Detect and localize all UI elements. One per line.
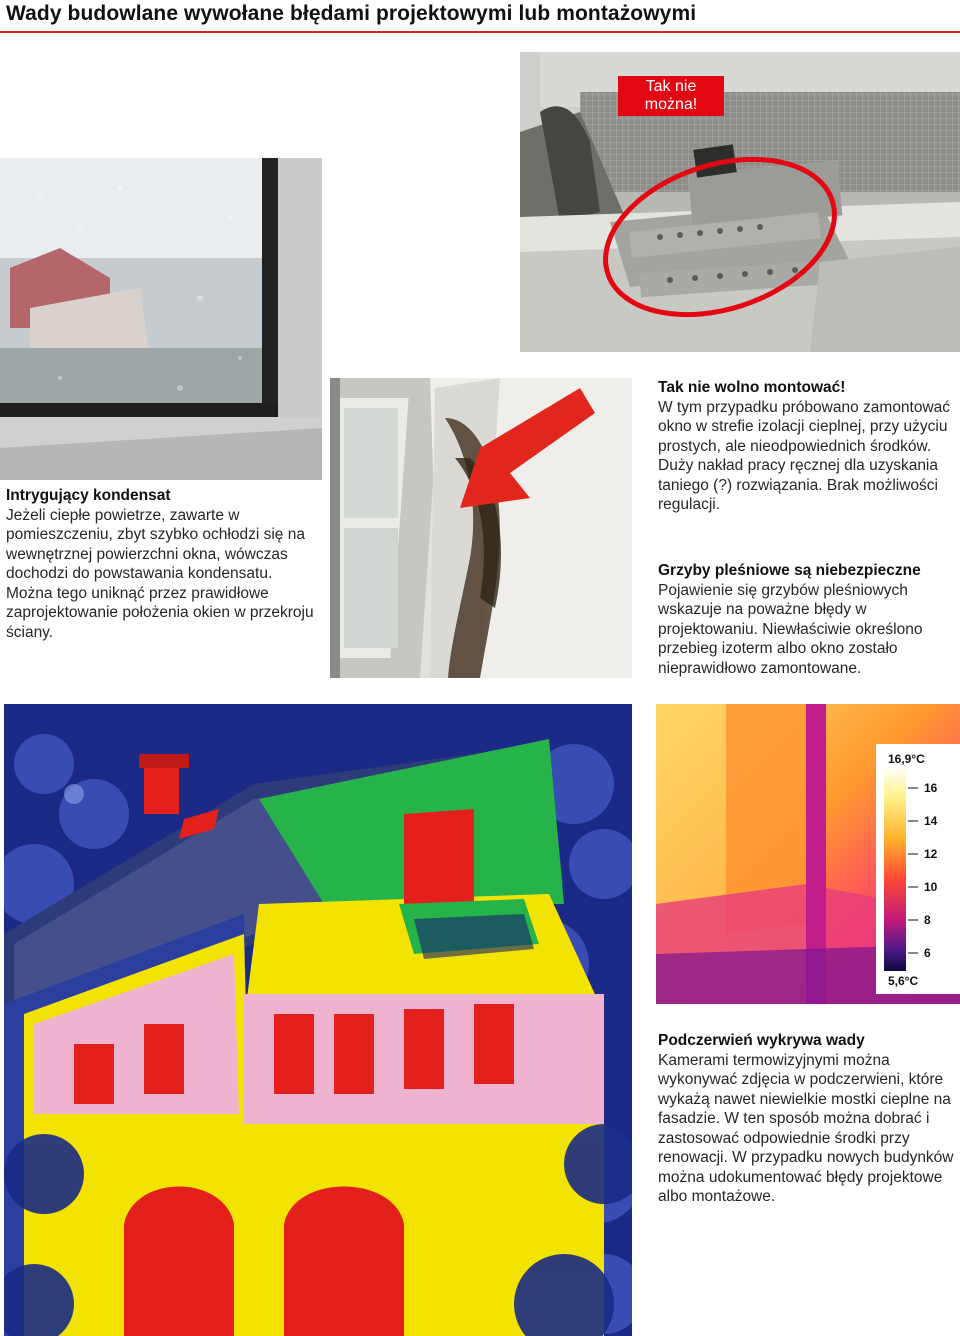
wrong-badge [618,76,724,116]
thermal-house-image [4,704,632,1336]
condensation-heading: Intrygujący kondensat [6,487,171,504]
condensation-image [0,158,322,480]
condensation-body: Jeżeli ciepłe powietrze, zawarte w pomieszczeniu, zbyt szybko ochłodzi się na wewnętrznej powierzchni okna, wówczas dochodzi do powstawania kondensatu. Można tego uniknąć przez prawidłowe zaprojektowanie położenia okien w przekroju ściany. [6,506,314,641]
mounting-heading: Tak nie wolno montować! [658,379,846,396]
photo-mold [330,378,632,678]
thermal-tick: 8 [924,913,931,927]
mold-image [330,378,632,678]
mounting-body: W tym przypadku próbowano zamontować okno w strefie izolacji cieplnej, przy użyciu prostych, ale nieodpowiednich środków. Duży nakład pracy ręcznej dla uzyskania taniego (?) rozwiązania. Brak możliwości regulacji. [658,398,951,513]
infrared-body: Kamerami termowizyjnymi można wykonywać zdjęcia w podczerwieni, które wykażą nawet niewielkie mostki cieplne na fasadzie. W ten sposób można dobrać i zastosować odpowiednie środki przy renowacji. W przypadku nowych budynków można udokumentować błędy projektowe albo montażowe. [658,1051,954,1205]
page-header [0,0,960,30]
thermal-min-label: 5,6°C [888,974,919,988]
photo-condensation [0,158,322,480]
badge-line-1: Tak nie [645,78,697,95]
thermal-corner-image [656,704,960,1004]
infrared-heading: Podczerwień wykrywa wady [658,1032,865,1049]
thermal-tick: 14 [924,814,938,828]
mold-body: Pojawienie się grzybów pleśniowych wskazuje na poważne błędy w projektowaniu. Niewłaściwie określono przebieg izoterm albo okno zostało nieprawidłowo zamontowane. [658,581,923,677]
title-underline [0,31,960,33]
thermal-tick: 10 [924,880,938,894]
thermal-max-label: 16,9°C [888,752,925,766]
thermal-tick: 16 [924,781,938,795]
photo-thermal-house [4,704,632,1336]
page-title: Wady budowlane wywołane błędami projektowymi lub montażowymi [6,2,697,25]
thermal-tick: 6 [924,946,931,960]
photo-wrong-mounting [520,52,960,352]
mold-text [658,561,960,678]
badge-line-2: można! [644,96,698,113]
wrong-mounting-image [520,52,960,352]
mounting-text [658,378,958,515]
condensation-text [6,486,316,642]
infrared-text [658,1031,958,1207]
photo-thermal-scale [656,704,960,1004]
thermal-tick: 12 [924,847,938,861]
mold-heading: Grzyby pleśniowe są niebezpieczne [658,562,921,579]
